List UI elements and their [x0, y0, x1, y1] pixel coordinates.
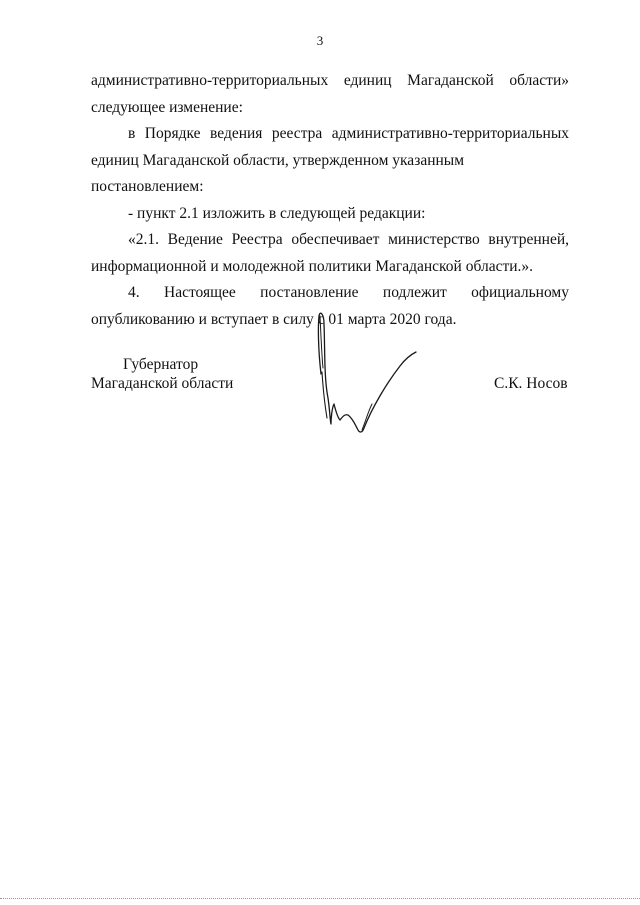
footer-divider	[0, 898, 640, 901]
paragraph-line: информационной и молодежной политики Магаданской области.».	[91, 257, 534, 275]
paragraph-line: следующее изменение:	[91, 98, 243, 116]
paragraph-line: опубликованию и вступает в силу с 01 марта 2020 года.	[91, 310, 457, 328]
paragraph-line: 4. Настоящее постановление подлежит официальному	[128, 284, 569, 301]
paragraph-line: единиц Магаданской области, утвержденном указанным постановлением:	[91, 151, 465, 195]
signatory-title-line1: Губернатор	[123, 356, 199, 373]
handwritten-signature-icon	[310, 308, 430, 438]
paragraph-line: административно-территориальных единиц Магаданской области»	[91, 72, 569, 89]
paragraph-line: - пункт 2.1 изложить в следующей редакции:	[128, 204, 426, 222]
signatory-name: С.К. Носов	[494, 375, 568, 392]
signatory-title-line2: Магаданской области	[91, 375, 234, 392]
paragraph-line: в Порядке ведения реестра административно-территориальных	[128, 125, 569, 142]
page-number: 3	[316, 33, 324, 48]
paragraph-line: «2.1. Ведение Реестра обеспечивает министерство внутренней,	[128, 231, 569, 248]
